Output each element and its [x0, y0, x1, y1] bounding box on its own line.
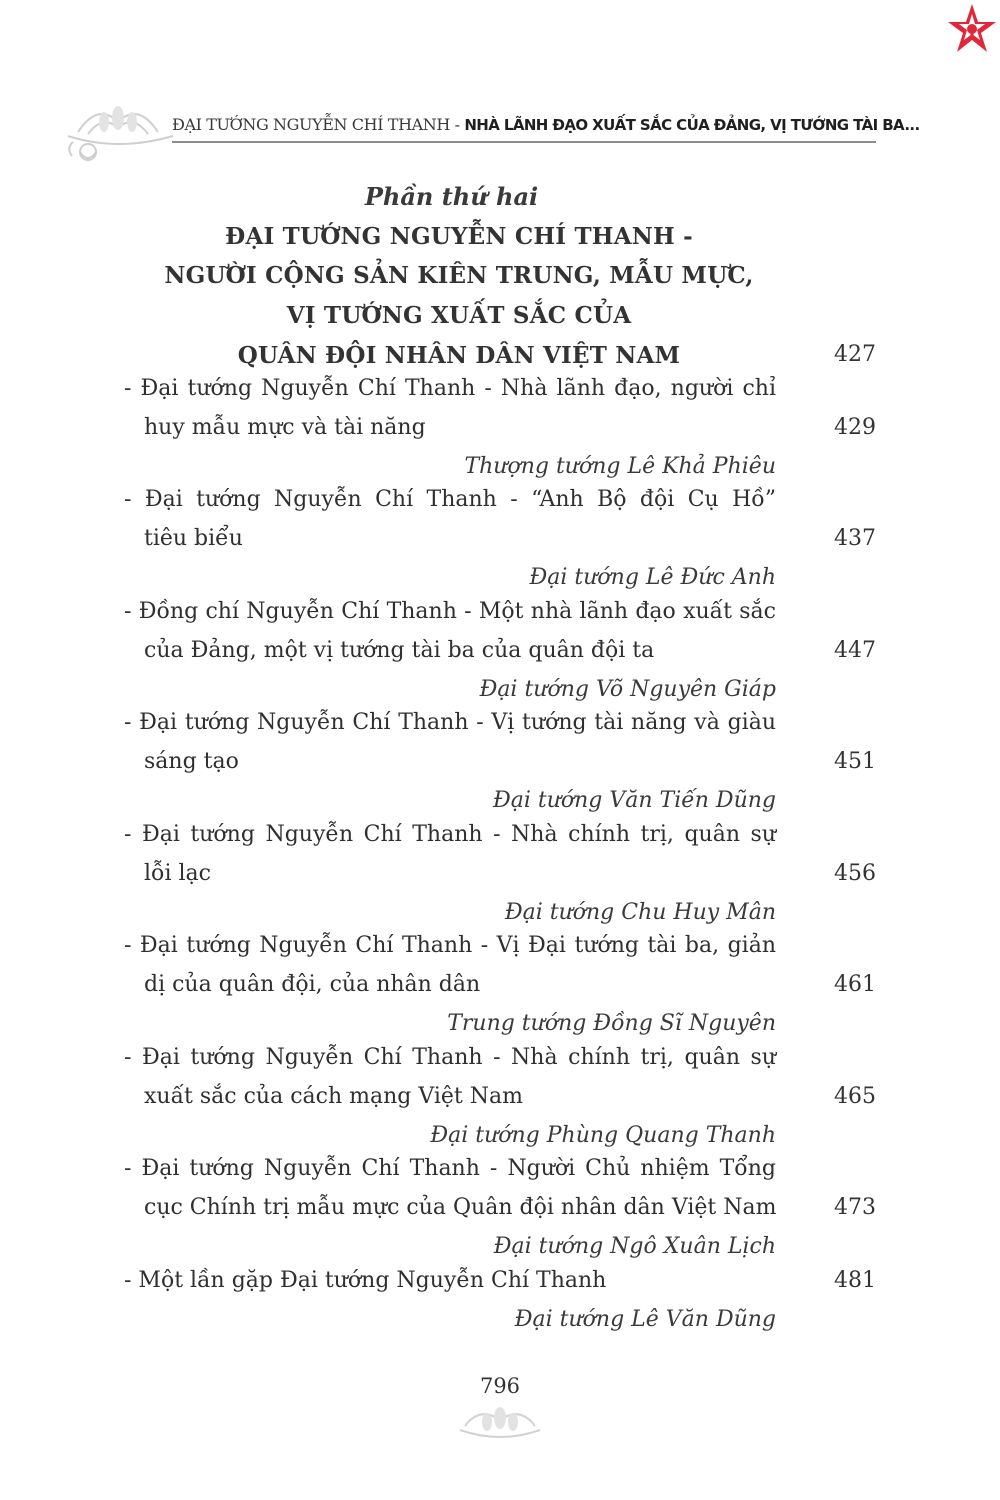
part-title-line: VỊ TƯỚNG XUẤT SẮC CỦA	[286, 302, 632, 329]
publisher-logo-icon	[944, 2, 1000, 58]
toc-entry-title: - Đại tướng Nguyễn Chí Thanh - Nhà chính trị, quân sự	[124, 822, 776, 847]
toc-entry-title-cont: cục Chính trị mẫu mực của Quân đội nhân dân Việt Nam	[144, 1195, 777, 1220]
toc-entry-author: Đại tướng Ngô Xuân Lịch	[493, 1234, 776, 1259]
page-number: 437	[834, 526, 876, 551]
page-number: 447	[834, 638, 876, 663]
page-number: 465	[834, 1084, 876, 1109]
page-number: 451	[834, 749, 876, 774]
page-number: 456	[834, 861, 876, 886]
toc-entry-author: Đại tướng Võ Nguyên Giáp	[479, 677, 776, 702]
toc-entry-author: Đại tướng Lê Đức Anh	[529, 565, 776, 590]
toc-entry-title-cont: tiêu biểu	[144, 526, 243, 551]
footer-ornament-icon	[455, 1400, 545, 1448]
toc-entry-author: Đại tướng Phùng Quang Thanh	[430, 1123, 776, 1148]
toc-entry-title: - Đại tướng Nguyễn Chí Thanh - Nhà chính trị, quân sự	[124, 1045, 776, 1070]
page-number: 473	[834, 1195, 876, 1220]
part-title-line: QUÂN ĐỘI NHÂN DÂN VIỆT NAM	[237, 342, 681, 369]
toc-entry-author: Trung tướng Đồng Sĩ Nguyên	[447, 1011, 776, 1036]
toc-entry-title-cont: huy mẫu mực và tài năng	[144, 415, 426, 440]
toc-entry-title: - Đại tướng Nguyễn Chí Thanh - Vị Đại tướng tài ba, giản	[124, 933, 776, 958]
toc-entry-title-cont: lỗi lạc	[144, 861, 211, 886]
toc-entry-author: Thượng tướng Lê Khả Phiêu	[464, 454, 776, 479]
toc-entry-title-cont: dị của quân đội, của nhân dân	[144, 972, 481, 997]
running-header-main: ĐẠI TƯỚNG NGUYỄN CHÍ THANH -	[172, 115, 465, 134]
toc-entry-title-cont: sáng tạo	[144, 749, 239, 774]
page-number: 461	[834, 972, 876, 997]
toc-entry-title: - Đại tướng Nguyễn Chí Thanh - Người Chủ nhiệm Tổng	[124, 1156, 776, 1181]
toc-entry-title-cont: của Đảng, một vị tướng tài ba của quân đội ta	[144, 638, 655, 663]
part-title-line: ĐẠI TƯỚNG NGUYỄN CHÍ THANH -	[225, 223, 693, 250]
toc-entry-author: Đại tướng Lê Văn Dũng	[514, 1307, 776, 1332]
header-rule	[172, 141, 876, 143]
part-label: Phần thứ hai	[364, 182, 539, 211]
toc-entry-author: Đại tướng Chu Huy Mân	[504, 900, 776, 925]
toc-entry-author: Đại tướng Văn Tiến Dũng	[492, 788, 776, 813]
part-title-line: NGƯỜI CỘNG SẢN KIÊN TRUNG, MẪU MỰC,	[164, 262, 754, 289]
folio-page-number: 796	[479, 1374, 521, 1398]
toc-entry-title: - Đại tướng Nguyễn Chí Thanh - Nhà lãnh đạo, người chỉ	[124, 376, 776, 401]
toc-entry-title-cont: xuất sắc của cách mạng Việt Nam	[144, 1084, 523, 1109]
toc-entry-title: - Đại tướng Nguyễn Chí Thanh - “Anh Bộ đội Cụ Hồ”	[124, 487, 776, 512]
page-number: 427	[834, 342, 876, 367]
running-header	[172, 114, 920, 136]
toc-entry-title: - Đại tướng Nguyễn Chí Thanh - Vị tướng tài năng và giàu	[124, 710, 776, 735]
header-ornament-icon	[58, 92, 178, 172]
page-number: 429	[834, 415, 876, 440]
running-header-bold: NHÀ LÃNH ĐẠO XUẤT SẮC CỦA ĐẢNG, VỊ TƯỚNG TÀI BA...	[464, 116, 920, 134]
toc-entry-title: - Một lần gặp Đại tướng Nguyễn Chí Thanh	[124, 1268, 607, 1293]
toc-entry-title: - Đồng chí Nguyễn Chí Thanh - Một nhà lãnh đạo xuất sắc	[124, 599, 776, 624]
page-number: 481	[834, 1268, 876, 1293]
